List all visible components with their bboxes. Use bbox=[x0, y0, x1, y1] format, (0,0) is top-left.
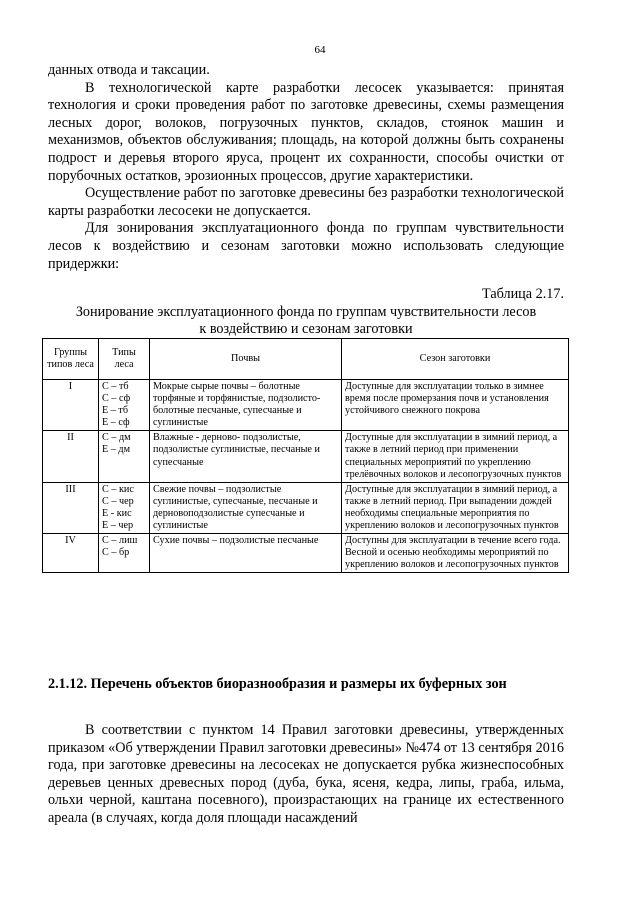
season-cell: Доступны для эксплуатации в течение всего года. Весной и осенью необходимы мероприятий по укреплению волоков и лесопогрузочных пунктов bbox=[342, 534, 569, 573]
soils-cell: Мокрые сырые почвы – болотные торфяные и торфянистые, подзолисто-болотные песчаные, супесчаные и суглинистые bbox=[150, 380, 342, 431]
types-cell bbox=[99, 380, 150, 431]
table-header-row bbox=[43, 339, 569, 380]
paragraph-2: В технологической карте разработки лесосек указывается: принятая технология и сроки проведения работ по заготовке древесины, схемы размещения лесных дорог, волоков, погрузочных пунктов, складов, стоянок машин и механизмов, объектов обслуживания; площадь, на которой должны быть сохранены подрост и деревья второго яруса, процент их сохранности, способы очистки от порубочных остатков, эрозионных процессов, другие характеристики. bbox=[48, 79, 564, 184]
table-title-line-2: к воздействию и сезонам заготовки bbox=[199, 321, 413, 337]
soils-cell: Влажные - дерново- подзолистые, подзолистые суглинистые, песчаные и супесчаные bbox=[150, 431, 342, 482]
types-cell bbox=[99, 482, 150, 533]
body-text-bottom bbox=[48, 722, 564, 828]
table-row bbox=[43, 431, 569, 482]
table-row bbox=[43, 534, 569, 573]
table-title-line-1: Зонирование эксплуатационного фонда по группам чувствительности лесов bbox=[75, 304, 537, 320]
table-row bbox=[43, 482, 569, 533]
soils-cell: Сухие почвы – подзолистые песчаные bbox=[150, 534, 342, 573]
forest-type: Е – чер bbox=[102, 520, 134, 532]
page-number: 64 bbox=[314, 44, 326, 56]
header-types: Типы леса bbox=[99, 339, 150, 380]
paragraph-4: Для зонирования эксплуатационного фонда по группам чувствительности лесов к воздействию и сезонам заготовки можно использовать следующие придержки: bbox=[48, 220, 564, 272]
group-cell: II bbox=[43, 431, 99, 482]
table-row bbox=[43, 380, 569, 431]
forest-type: С – дм bbox=[102, 432, 131, 444]
group-cell: I bbox=[43, 380, 99, 431]
forest-type: С – бр bbox=[102, 547, 130, 559]
season-cell: Доступные для эксплуатации в зимний период, а также в летний период при применении специальных мероприятий по укреплению трелёвочных волоков и лесопогрузочных пунктов bbox=[342, 431, 569, 482]
season-cell: Доступные для эксплуатации только в зимнее время после промерзания почв и установления устойчивого снежного покрова bbox=[342, 380, 569, 431]
group-cell: IV bbox=[43, 534, 99, 573]
soils-cell: Свежие почвы – подзолистые суглинистые, супесчаные, песчаные и дерновоподзолистые супесчаные и суглинистые bbox=[150, 482, 342, 533]
header-season: Сезон заготовки bbox=[342, 339, 569, 380]
table-title bbox=[48, 304, 564, 338]
forest-type: Е – тб bbox=[102, 405, 129, 417]
forest-type: С – лиш bbox=[102, 535, 138, 547]
header-soils: Почвы bbox=[150, 339, 342, 380]
forest-type: С – сф bbox=[102, 393, 131, 405]
forest-type: Е – сф bbox=[102, 417, 130, 429]
section-heading: 2.1.12. Перечень объектов биоразнообразия и размеры их буферных зон bbox=[48, 676, 507, 692]
header-groups: Группы типов леса bbox=[43, 339, 99, 380]
body-text-top bbox=[48, 62, 564, 273]
paragraph-3: Осуществление работ по заготовке древесины без разработки технологической карты разработки лесосеки не допускается. bbox=[48, 185, 564, 219]
forest-type: Е – дм bbox=[102, 444, 131, 456]
paragraph-5: В соответствии с пунктом 14 Правил заготовки древесины, утвержденных приказом «Об утверждении Правил заготовки древесины» №474 от 13 сентября 2016 года, при заготовке древесины на лесосеках не допускается рубка жизнеспособных деревьев ценных древесных пород (дуба, бука, ясеня, кедра, липы, граба, ильма, ольхи черной, каштана посевного), произрастающих на границе их естественного ареала (в случаях, когда доля площади насаждений bbox=[48, 722, 564, 826]
forest-type: С – тб bbox=[102, 381, 129, 392]
forest-type: С – кис bbox=[102, 483, 134, 495]
forest-type: Е - кис bbox=[102, 507, 132, 519]
table-label: Таблица 2.17. bbox=[482, 286, 564, 302]
group-cell: III bbox=[43, 482, 99, 533]
zoning-table bbox=[42, 338, 569, 573]
types-cell bbox=[99, 534, 150, 573]
paragraph-1: данных отвода и таксации. bbox=[48, 62, 210, 78]
season-cell: Доступные для эксплуатации в зимний период, а также в летний период. При выпадении дождей необходимы специальные мероприятия по укреплению волоков и лесопогрузочных пунктов bbox=[342, 482, 569, 533]
types-cell bbox=[99, 431, 150, 482]
forest-type: С – чер bbox=[102, 495, 134, 507]
